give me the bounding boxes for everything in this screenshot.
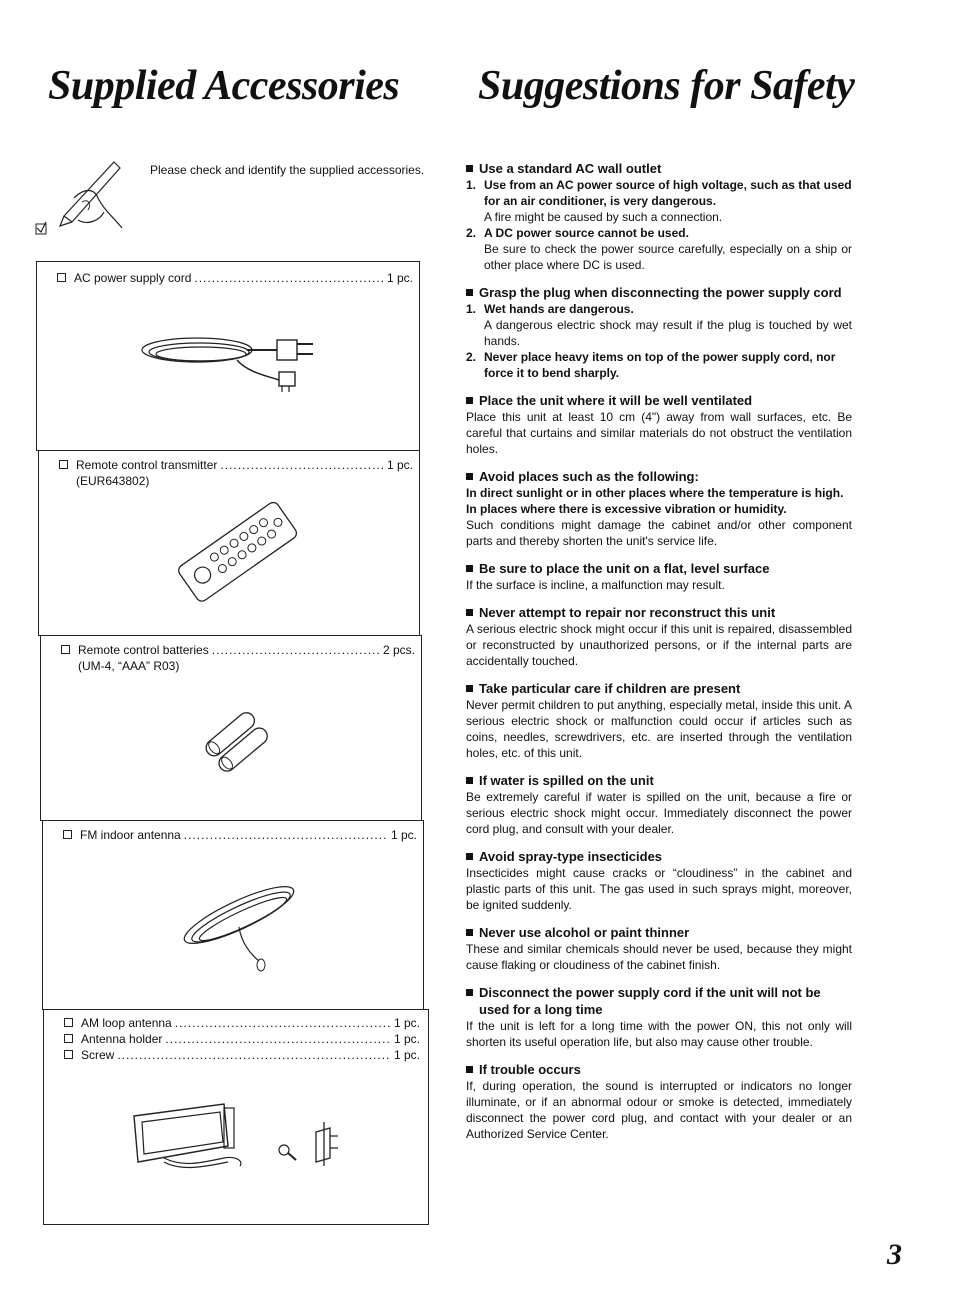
accessory-line [64,1047,420,1063]
accessory-line [64,1015,420,1031]
bullet-square-icon [466,289,473,296]
intro-text: Please check and identify the supplied accessories. [150,163,425,177]
title-supplied-accessories: Supplied Accessories [48,63,400,109]
section-body: A serious electric shock might occur if this unit is repaired, disassembled or reconstructed by unauthorized persons, or if the internal parts are accidentally touched. [466,622,852,668]
checkbox[interactable] [59,460,68,469]
section-heading: Use a standard AC wall outlet [479,161,662,176]
accessory-line [59,457,413,473]
bullet-square-icon [466,989,473,996]
bullet-square-icon [466,777,473,784]
section-body: Place this unit at least 10 cm (4") away from wall surfaces, etc. Be careful that curtains and similar materials do not obstruct the ventilation holes. [466,410,852,456]
bullet-square-icon [466,473,473,480]
accessory-box-batteries [40,635,422,821]
bullet-square-icon [466,565,473,572]
bullet-square-icon [466,685,473,692]
accessory-line [63,827,417,843]
accessory-name: Remote control batteries [78,643,209,657]
section-body: If, during operation, the sound is interrupted or indicators no longer illuminate, or if an abnormal odour or smoke is detected, immediately disconnect the power cord plug, and contact with your dealer or an Authorized Service Center. [466,1079,852,1141]
batteries-icon [199,700,279,785]
section-heading: Be sure to place the unit on a flat, level surface [479,561,770,576]
accessory-name: AC power supply cord [74,271,192,285]
item-title: Never place heavy items on top of the power supply cord, nor force it to bend sharply. [484,350,836,380]
antenna-holder-icon [316,1122,338,1166]
safety-item-avoid-places [466,468,852,549]
accessory-name: Antenna holder [81,1032,163,1046]
safety-item-insecticides [466,848,852,913]
screw-icon [279,1145,296,1160]
bullet-square-icon [466,853,473,860]
safety-section [466,160,852,1153]
section-heading: Never attempt to repair nor reconstruct this unit [479,605,776,620]
section-body: Never permit children to put anything, especially metal, inside this unit. A serious electric shock or malfunction could occur if articles such as coins, needles, screwdrivers, etc. are inserted through the ventilation holes, etc. of this unit. [466,698,852,760]
accessory-qty: 1 pc. [386,458,413,472]
remote-control-icon [167,491,307,616]
page-number: 3 [887,1238,902,1271]
section-heading: Never use alcohol or paint thinner [479,925,690,940]
section-body: Such conditions might damage the cabinet and/or other component parts and thereby shorten the unit's service life. [466,518,852,548]
safety-item-ac-outlet [466,160,852,273]
safety-item-children [466,680,852,761]
accessory-name: Screw [81,1048,115,1062]
accessory-qty: 1 pc. [393,1016,420,1030]
accessory-name: FM indoor antenna [80,828,181,842]
accessory-model: (EUR643802) [76,474,150,488]
item-title: Use from an AC power source of high voltage, such as that used for an air conditioner, is very dangerous. [484,178,852,208]
bullet-square-icon [466,1066,473,1073]
section-heading: If water is spilled on the unit [479,773,654,788]
section-body: Be extremely careful if water is spilled on the unit, because a fire or serious electric shock might occur. Immediately disconnect the power cord plug, and consult with your dealer. [466,790,852,836]
accessory-name: AM loop antenna [81,1016,172,1030]
accessory-qty: 1 pc. [390,828,417,842]
accessory-box-ac-cord [36,261,420,451]
safety-item-no-repair [466,604,852,669]
safety-item-alcohol [466,924,852,973]
accessory-line [61,642,415,658]
safety-item-trouble [466,1061,852,1142]
section-heading: Avoid spray-type insecticides [479,849,663,864]
section-heading: If trouble occurs [479,1062,581,1077]
safety-item-water [466,772,852,837]
checkbox[interactable] [64,1018,73,1027]
title-suggestions-for-safety: Suggestions for Safety [478,63,855,109]
safety-item-grasp-plug [466,284,852,381]
section-heading: Grasp the plug when disconnecting the power supply cord [479,285,842,300]
item-number: 1. [466,302,477,316]
item-title: A DC power source cannot be used. [484,226,689,240]
accessory-name: Remote control transmitter [76,458,218,472]
item-text: Be sure to check the power source carefully, especially on a ship or other place where DC is used. [484,242,852,272]
item-text: A fire might be caused by such a connection. [484,210,723,224]
pen-hand-checkmark-icon [34,158,144,244]
bullet-square-icon [466,165,473,172]
fm-antenna-icon [169,871,299,986]
am-loop-antenna-icon [124,1096,364,1191]
item-number: 2. [466,226,477,240]
section-heading: Place the unit where it will be well ventilated [479,393,753,408]
accessory-qty: 1 pc. [393,1048,420,1062]
checkbox[interactable] [64,1034,73,1043]
item-title: Wet hands are dangerous. [484,302,634,316]
safety-item-ventilation [466,392,852,457]
section-heading: Take particular care if children are present [479,681,741,696]
section-bold-line: In direct sunlight or in other places where the temperature is high. [466,486,844,500]
section-bold-line: In places where there is excessive vibration or humidity. [466,502,787,516]
safety-item-disconnect [466,984,852,1050]
checkbox[interactable] [57,273,66,282]
section-body: These and similar chemicals should never be used, because they might cause flaking or cloudiness of the cabinet finish. [466,942,852,972]
accessory-model: (UM-4, “AAA” R03) [78,659,180,673]
section-body: If the unit is left for a long time with the power ON, this not only will shorten its useful operation life, but also may cause other trouble. [466,1019,852,1049]
accessory-qty: 1 pc. [386,271,413,285]
item-number: 1. [466,178,477,192]
bullet-square-icon [466,929,473,936]
section-heading: Avoid places such as the following: [479,469,699,484]
section-body: If the surface is incline, a malfunction may result. [466,578,725,592]
ac-power-cord-icon [137,322,327,407]
safety-item-level-surface [466,560,852,593]
accessory-box-fm-antenna [42,820,424,1010]
accessory-box-am-loop [43,1009,429,1225]
checkbox[interactable] [63,830,72,839]
accessory-line [57,270,413,286]
accessory-qty: 2 pcs. [382,643,415,657]
accessory-box-remote [38,450,420,636]
item-text: A dangerous electric shock may result if the plug is touched by wet hands. [484,318,852,348]
checkbox[interactable] [64,1050,73,1059]
section-heading: Disconnect the power supply cord if the unit will not be used for a long time [479,985,821,1017]
accessory-qty: 1 pc. [393,1032,420,1046]
checkbox[interactable] [61,645,70,654]
item-number: 2. [466,350,477,364]
bullet-square-icon [466,397,473,404]
section-body: Insecticides might cause cracks or “cloudiness” in the cabinet and plastic parts of this unit. The gas used in such sprays might, moreover, be ignited suddenly. [466,866,852,912]
bullet-square-icon [466,609,473,616]
accessory-line [64,1031,420,1047]
